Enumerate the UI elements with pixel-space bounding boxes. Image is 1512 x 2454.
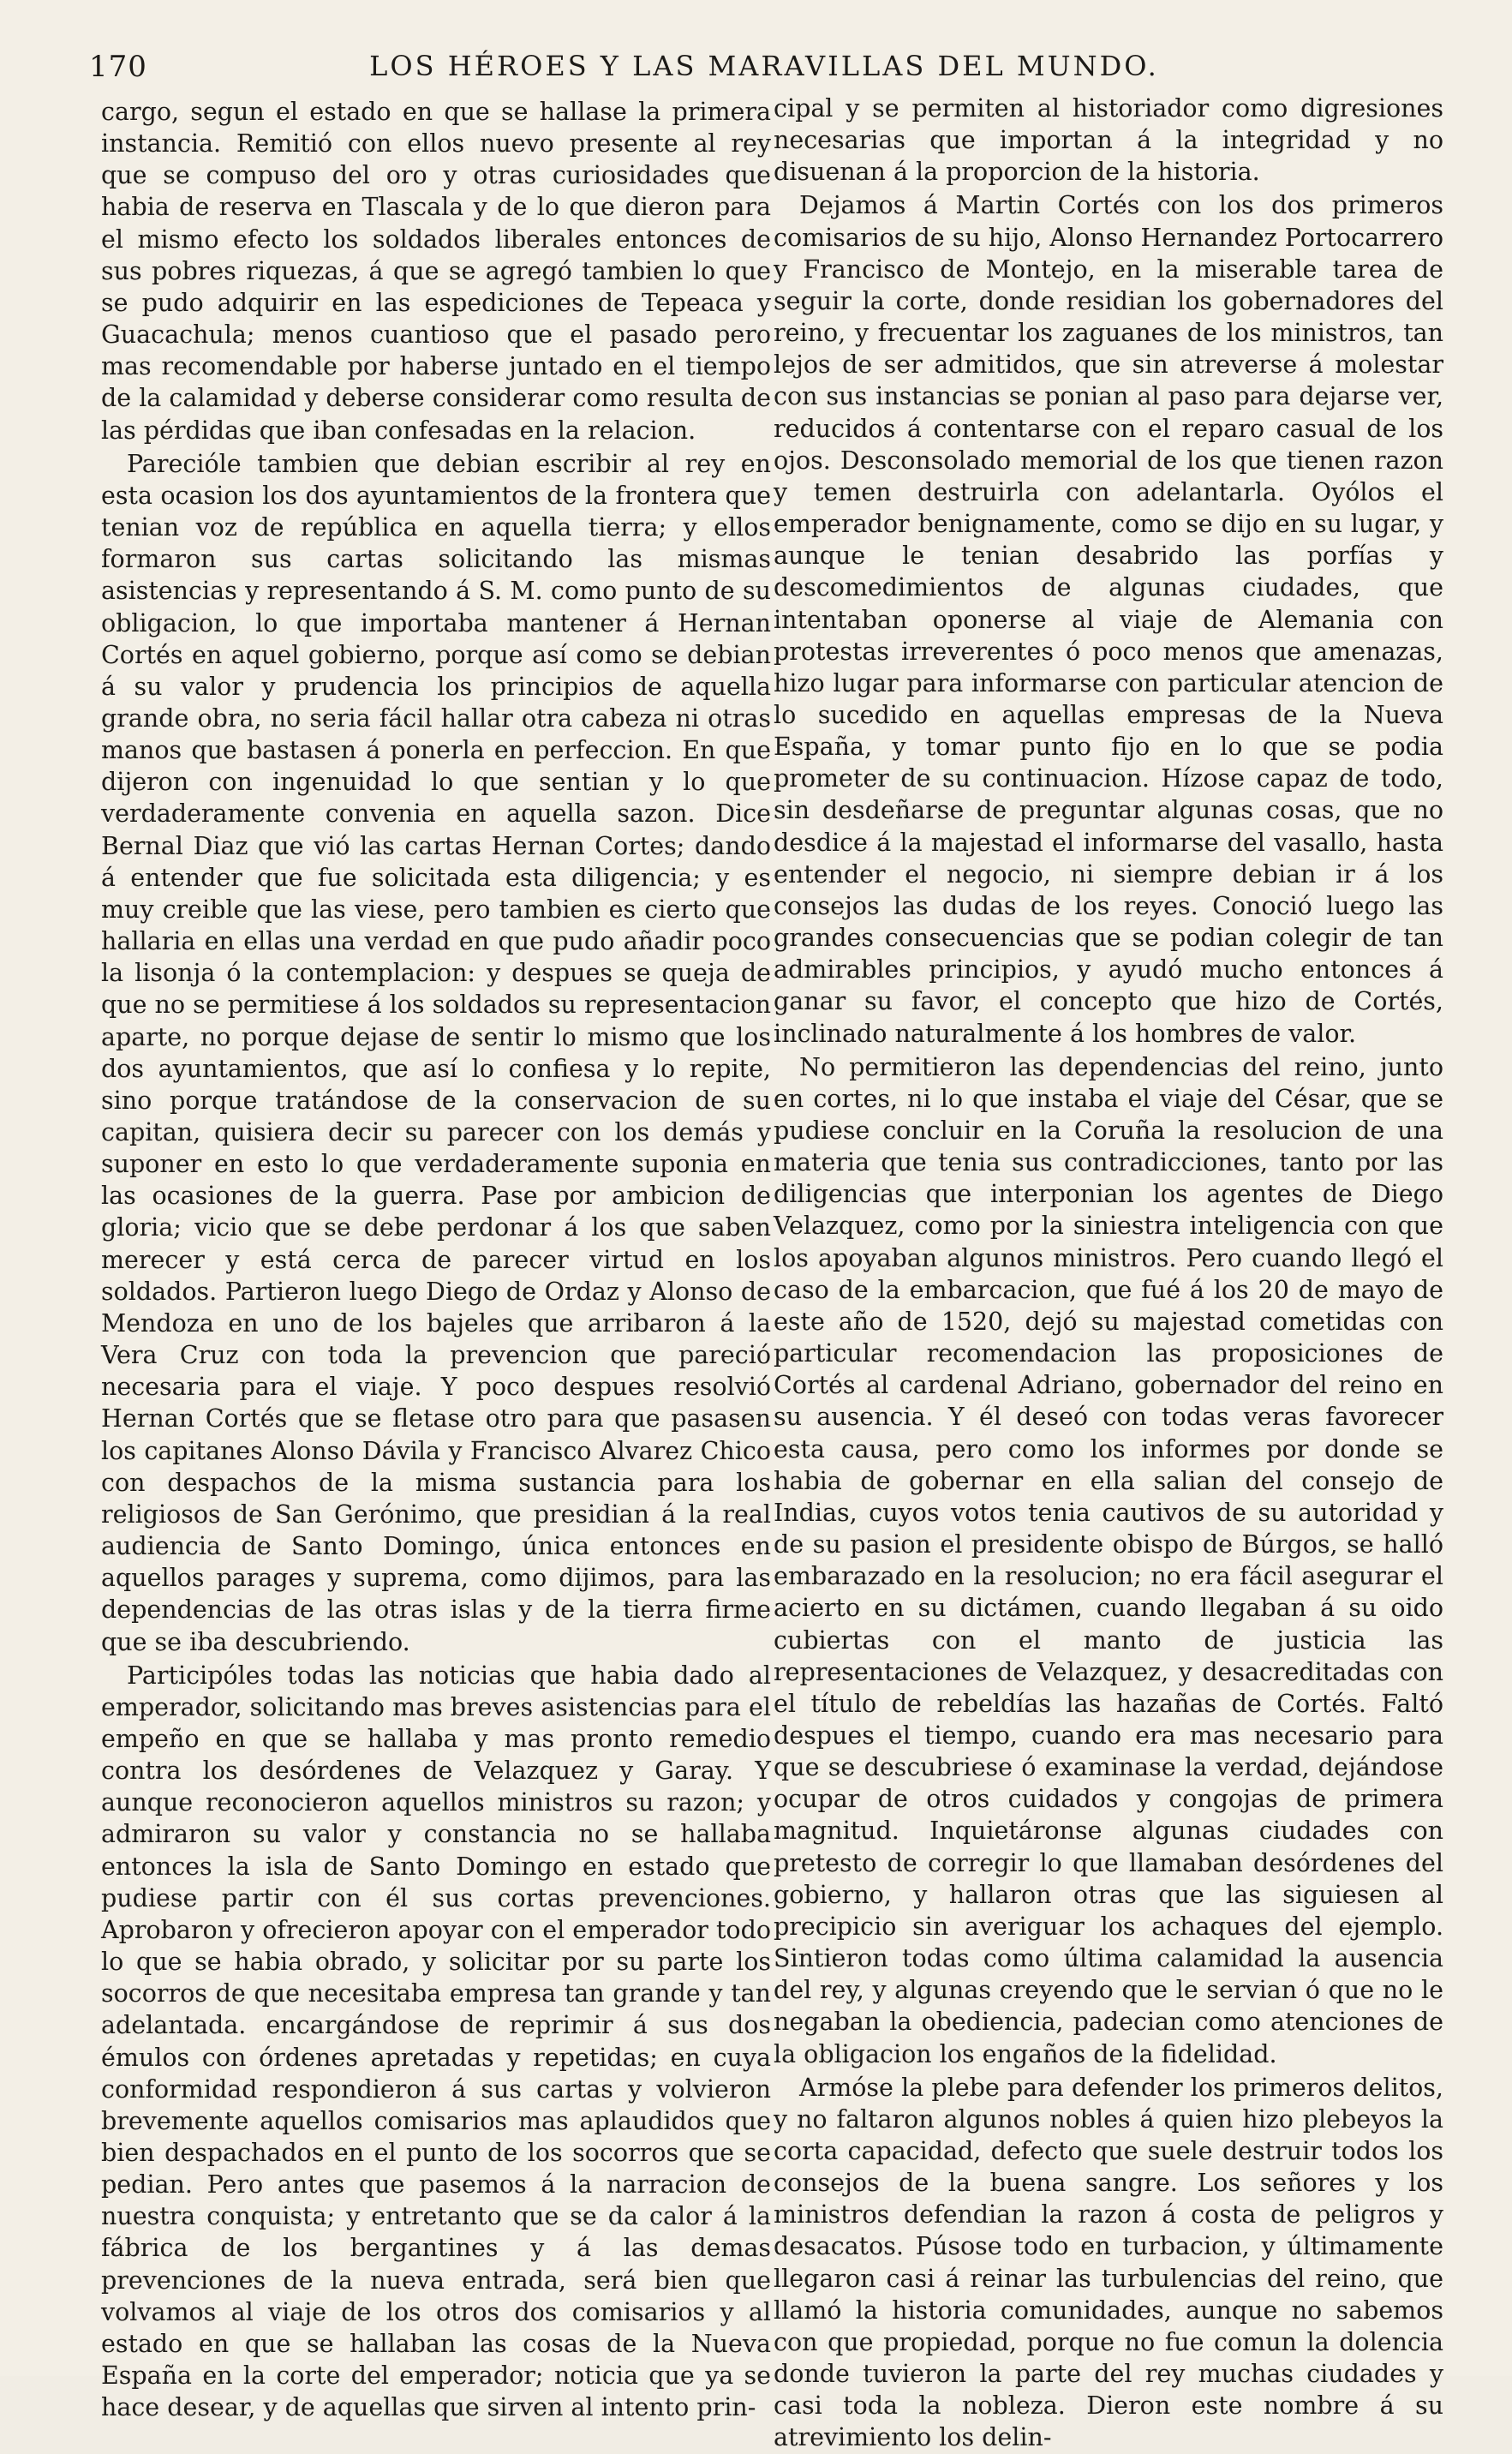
paragraph: Armóse la plebe para defender los primeros delitos, y no faltaron algunos nobles á quien hizo plebeyos la corta capacidad, defecto que suele destruir todos los consejos de la buena sangre. Los señores y los ministros defendian la razon á costa de peligros y desacatos. Púsose todo en turbacion, y últimamente llegaron casi á reinar las turbulencias del reino, que llamó la historia comunidades, aunque no sabemos con que propiedad, porque no fue comun la dolencia donde tuvieron la parte del rey muchas ciudades y casi toda la nobleza. Dieron este nombre á su atrevimiento los delin- <box>774 2073 1443 2452</box>
paragraph: cipal y se permiten al historiador como digresiones necesarias que importan á la integridad y no disuenan á la proporcion de la historia. <box>774 94 1443 187</box>
paragraph: cargo, segun el estado en que se hallase la primera instancia. Remitió con ellos nuevo presente al rey que se compuso del oro y otras curiosidades que habia de reserva en Tlascala y de lo que dieron para el mismo efecto los soldados liberales entonces de sus pobres riquezas, á que se agregó tambien lo que se pudo adquirir en las espediciones de Tepeaca y Guacachula; menos cuantioso que el pasado pero mas recomendable por haberse juntado en el tiempo de la calamidad y deberse considerar como resulta de las pérdidas que iban confesadas en la relacion. <box>101 98 771 445</box>
paragraph: Dejamos á Martin Cortés con los dos primeros comisarios de su hijo, Alonso Hernandez Portocarrero y Francisco de Montejo, en la miserable tarea de seguir la corte, donde residian los gobernadores del reino, y frecuentar los zaguanes de los ministros, tan lejos de ser admitidos, que sin atreverse á molestar con sus instancias se ponian al paso para dejarse ver, reducidos á contentarse con el reparo casual de los ojos. Desconsolado memorial de los que tienen razon y temen destruirla con adelantarla. Oyólos el emperador benignamente, como se dijo en su lugar, y aunque le tenian desabrido las porfías y descomedimientos de algunas ciudades, que intentaban oponerse al viaje de Alemania con protestas irreverentes ó poco menos que amenazas, hizo lugar para informarse con particular atencion de lo sucedido en aquellas empresas de la Nueva España, y tomar punto fijo en lo que se podia prometer de su continuacion. Hízose capaz de todo, sin desdeñarse de preguntar algunas cosas, que no desdice á la majestad el informarse del vasallo, hasta entender el negocio, ni siempre debian ir á los consejos las dudas de los reyes. Conoció luego las grandes consecuencias que se podian colegir de tan admirables principios, y ayudó mucho entonces á ganar su favor, el concepto que hizo de Cortés, inclinado naturalmente á los hombres de valor. <box>774 191 1443 1048</box>
paragraph: Participóles todas las noticias que habia dado al emperador, solicitando mas breves asistencias para el empeño en que se hallaba y mas pronto remedio contra los desórdenes de Velazquez y Garay. Y aunque reconocieron aquellos ministros su razon; y admiraron su valor y constancia no se hallaba entonces la isla de Santo Domingo en estado que pudiese partir con él sus cortas prevenciones. Aprobaron y ofrecieron apoyar con el emperador todo lo que se habia obrado, y solicitar por su parte los socorros de que necesitaba empresa tan grande y tan adelantada. encargándose de reprimir á sus dos émulos con órdenes apretadas y repetidas; en cuya conformidad respondieron á sus cartas y volvieron brevemente aquellos comisarios mas aplaudidos que bien despachados en el punto de los socorros que se pedian. Pero antes que pasemos á la narracion de nuestra conquista; y entretanto que se da calor á la fábrica de los bergantines y á las demas prevenciones de la nueva entrada, será bien que volvamos al viaje de los otros dos comisarios y al estado en que se hallaban las cosas de la Nueva España en la corte del emperador; noticia que ya se hace desear, y de aquellas que sirven al intento prin- <box>101 1661 771 2422</box>
page-number: 170 <box>89 50 147 84</box>
running-header <box>89 50 1439 84</box>
running-title: LOS HÉROES Y LAS MARAVILLAS DEL MUNDO. <box>369 50 1159 82</box>
right-text-column <box>774 93 1443 2452</box>
paragraph: Parecióle tambien que debian escribir al rey en esta ocasion los dos ayuntamientos de la frontera que tenian voz de república en aquella tierra; y ellos formaron sus cartas solicitando las mismas asistencias y representando á S. M. como punto de su obligacion, lo que importaba mantener á Hernan Cortés en aquel gobierno, porque así como se debian á su valor y prudencia los principios de aquella grande obra, no seria fácil hallar otra cabeza ni otras manos que bastasen á ponerla en perfeccion. En que dijeron con ingenuidad lo que sentian y lo que verdaderamente convenia en aquella sazon. Dice Bernal Diaz que vió las cartas Hernan Cortes; dando á entender que fue solicitada esta diligencia; y es muy creible que las viese, pero tambien es cierto que hallaria en ellas una verdad en que pudo añadir poco la lisonja ó la contemplacion: y despues se queja de que no se permitiese á los soldados su representacion aparte, no porque dejase de sentir lo mismo que los dos ayuntamientos, que así lo confiesa y lo repite, sino porque tratándose de la conservacion de su capitan, quisiera decir su parecer con los demás y suponer en esto lo que verdaderamente suponia en las ocasiones de la guerra. Pase por ambicion de gloria; vicio que se debe perdonar á los que saben merecer y está cerca de parecer virtud en los soldados. Partieron luego Diego de Ordaz y Alonso de Mendoza en uno de los bajeles que arribaron á la Vera Cruz con toda la prevencion que pareció necesaria para el viaje. Y poco despues resolvió Hernan Cortés que se fletase otro para que pasasen los capitanes Alonso Dávila y Francisco Alvarez Chico con despachos de la misma sustancia para los religiosos de San Gerónimo, que presidian á la real audiencia de Santo Domingo, única entonces en aquellos parages y suprema, como dijimos, para las dependencias de las otras islas y de la tierra firme que se iba descubriendo. <box>101 449 771 1656</box>
left-text-column <box>101 96 771 2422</box>
paragraph: No permitieron las dependencias del reino, junto en cortes, ni lo que instaba el viaje del César, que se pudiese concluir en la Coruña la resolucion de una materia que tenia sus contradicciones, tanto por las diligencias que interponian los agentes de Diego Velazquez, como por la siniestra inteligencia con que los apoyaban algunos ministros. Pero cuando llegó el caso de la embarcacion, que fué á los 20 de mayo de este año de 1520, dejó su majestad cometidas con particular recomendacion las proposiciones de Cortés al cardenal Adriano, gobernador del reino en su ausencia. Y él deseó con todas veras favorecer esta causa, pero como los informes por donde se habia de gobernar en ella salian del consejo de Indias, cuyos votos tenia cautivos de su autoridad y de su pasion el presidente obispo de Búrgos, se halló embarazado en la resolucion; no era fácil asegurar el acierto en su dictámen, cuando llegaban á su oido cubiertas con el manto de justicia las representaciones de Velazquez, y desacreditadas con el título de rebeldías las hazañas de Cortés. Faltó despues el tiempo, cuando era mas necesario para que se descubriese ó examinase la verdad, dejándose ocupar de otros cuidados y congojas de primera magnitud. Inquietáronse algunas ciudades con pretesto de corregir lo que llamaban desórdenes del gobierno, y hallaron otras que las siguiesen al precipicio sin averiguar los achaques del ejemplo. Sintieron todas como última calamidad la ausencia del rey, y algunas creyendo que le servian ó que no le negaban la obediencia, padecian como atenciones de la obligacion los engaños de la fidelidad. <box>774 1052 1443 2068</box>
